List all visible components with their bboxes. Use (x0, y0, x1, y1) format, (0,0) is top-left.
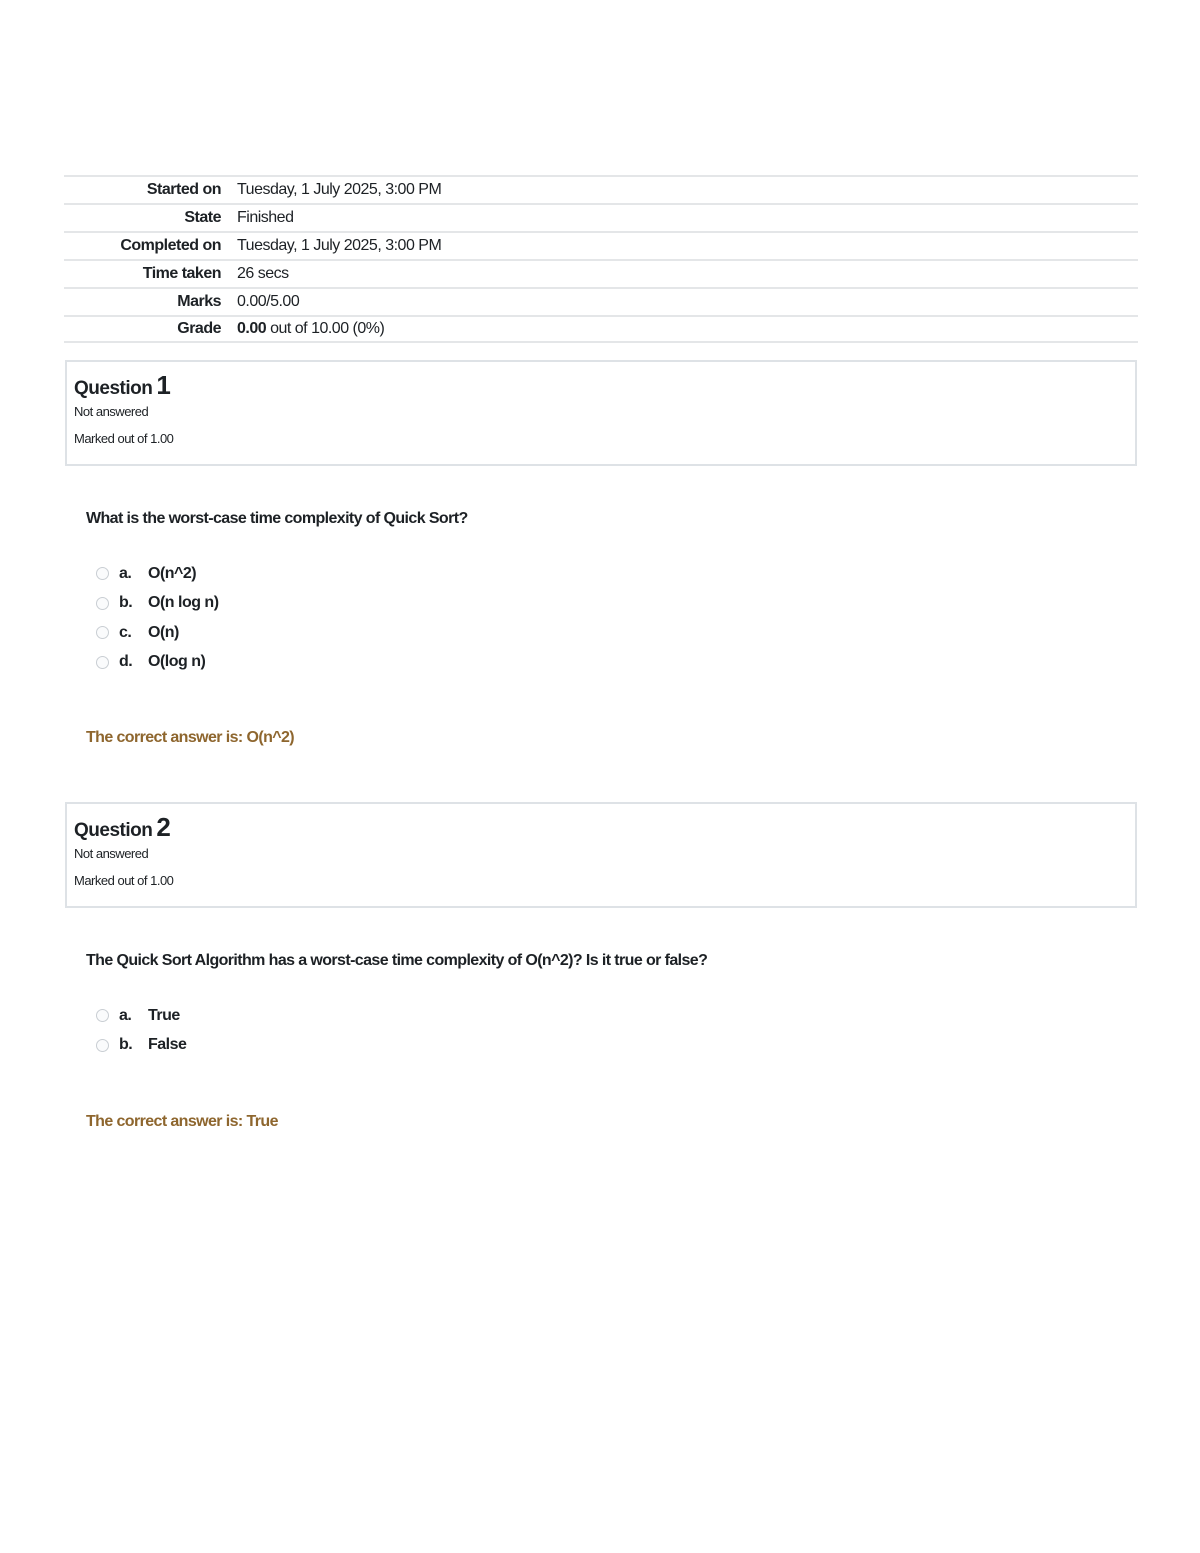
question-grade: Marked out of 1.00 (74, 873, 174, 888)
radio-button[interactable] (96, 597, 109, 610)
question-1-info (65, 360, 1137, 466)
grade-score: 0.00 (237, 320, 267, 337)
summary-value: 26 secs (237, 265, 289, 282)
radio-button[interactable] (96, 626, 109, 639)
answer-option[interactable]: d. O(log n) (96, 648, 219, 678)
summary-label: Completed on (120, 237, 221, 254)
summary-label: Time taken (142, 265, 221, 282)
question-title: Question 2 (74, 812, 171, 842)
summary-label: Marks (177, 293, 221, 310)
answer-option[interactable]: a. O(n^2) (96, 559, 219, 589)
answer-option[interactable]: b. False (96, 1031, 186, 1061)
summary-value: 0.00/5.00 (237, 293, 300, 310)
question-state: Not answered (74, 404, 149, 419)
answer-option[interactable]: a. True (96, 1001, 186, 1031)
summary-value: Finished (237, 209, 294, 226)
summary-value: Tuesday, 1 July 2025, 3:00 PM (237, 181, 442, 198)
question-2-answers (96, 1001, 186, 1060)
question-2-right-answer: The correct answer is: True (86, 1113, 278, 1130)
question-1-answers (96, 559, 219, 677)
summary-label: State (184, 209, 221, 226)
question-2-info (65, 802, 1137, 908)
answer-option[interactable]: c. O(n) (96, 618, 219, 648)
radio-button[interactable] (96, 567, 109, 580)
summary-label: Started on (146, 181, 221, 198)
question-number: 2 (156, 812, 171, 842)
question-1-right-answer: The correct answer is: O(n^2) (86, 729, 295, 746)
question-grade: Marked out of 1.00 (74, 431, 174, 446)
summary-label: Grade (177, 320, 221, 337)
summary-row-time-taken (64, 259, 1138, 287)
question-1-text: What is the worst-case time complexity of Quick Sort? (86, 510, 468, 527)
radio-button[interactable] (96, 1039, 109, 1052)
question-title: Question 1 (74, 370, 171, 400)
radio-button[interactable] (96, 1009, 109, 1022)
attempt-summary-table (64, 175, 1138, 343)
summary-row-state (64, 203, 1138, 231)
summary-row-marks (64, 287, 1138, 315)
summary-row-completed (64, 231, 1138, 259)
grade-rest: out of 10.00 (0%) (266, 320, 385, 337)
question-2-text: The Quick Sort Algorithm has a worst-case time complexity of O(n^2)? Is it true or false? (86, 952, 708, 969)
answer-option[interactable]: b. O(n log n) (96, 589, 219, 619)
summary-row-started (64, 175, 1138, 203)
summary-row-grade (64, 315, 1138, 343)
summary-value (221, 320, 384, 338)
question-number: 1 (156, 370, 171, 400)
radio-button[interactable] (96, 656, 109, 669)
summary-value: Tuesday, 1 July 2025, 3:00 PM (237, 237, 442, 254)
question-state: Not answered (74, 846, 149, 861)
